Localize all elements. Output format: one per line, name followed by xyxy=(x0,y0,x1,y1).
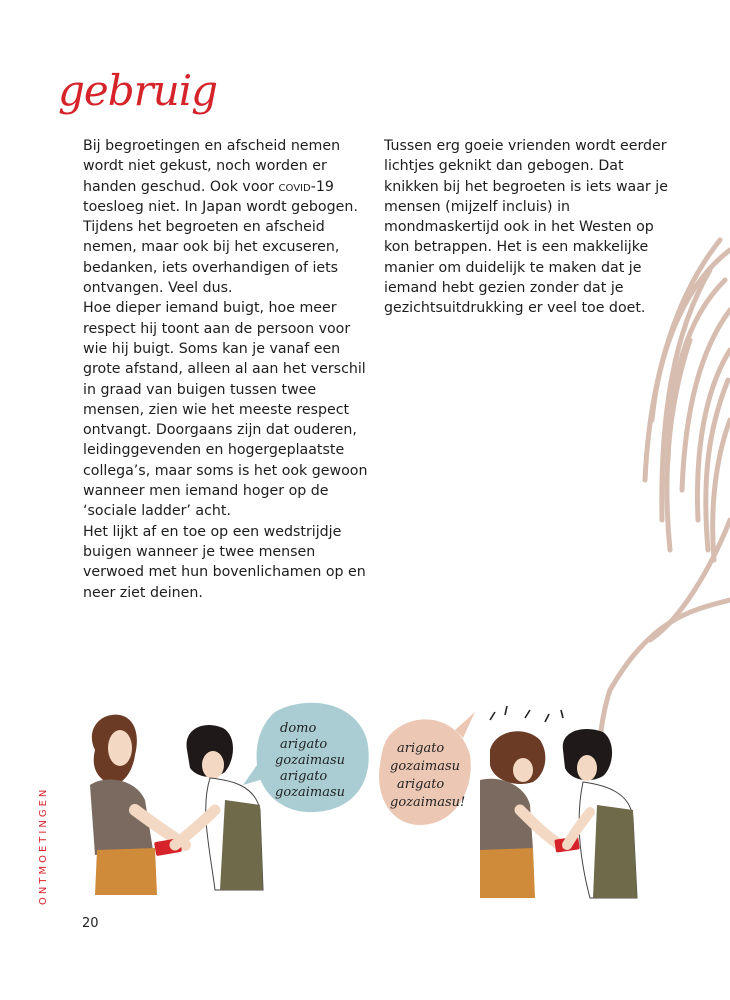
chapter-title: gebruig xyxy=(58,66,218,115)
speech-bubble-peach xyxy=(379,712,475,825)
woman-figure-4 xyxy=(563,729,637,898)
bubble-2-line-3: arigato xyxy=(397,777,445,792)
paragraph-3: Het lijkt af en toe op een wedstrijdje buigen wanneer je twee mensen verwoed met hun bovenlichamen op en neer ziet deinen. xyxy=(83,523,366,601)
bubble-1-line-3: gozaimasu xyxy=(275,753,346,768)
bowing-illustration-right xyxy=(375,700,675,900)
paragraph-1: Bij begroetingen en afscheid nemen wordt niet gekust, noch worden er handen geschud. Ook voor covid-19 toesloeg niet. In Japan wordt gebogen. Tijdens het begroeten en afscheid nemen, maar ook bij het excuseren, bedanken, iets overhandigen of iets ontvangen. Veel dus. xyxy=(83,138,358,297)
bubble-2-line-4: gozaimasu! xyxy=(390,795,466,810)
speech-bubble-blue xyxy=(243,703,369,812)
paragraph-2: Hoe dieper iemand buigt, hoe meer respect hij toont aan de persoon voor wie hij buigt. Soms kan je vanaf een grote afstand, alleen al aan het verschil in graad van buigen tussen twee mensen, zien wie het meeste respect ontvangt. Doorgaans zijn dat ouderen, leidinggevenden en hogergeplaatste collega’s, maar soms is het ook gewoon wanneer men iemand hoger op de ‘sociale ladder’ acht. xyxy=(83,300,368,520)
page-number: 20 xyxy=(82,916,99,931)
bubble-1-line-2: arigato xyxy=(280,737,328,752)
woman-figure-1 xyxy=(90,715,185,895)
woman-figure-2 xyxy=(175,725,263,890)
bubble-2-line-1: arigato xyxy=(397,741,445,756)
bowing-illustration-left xyxy=(75,690,375,900)
left-text-column xyxy=(83,136,373,603)
bubble-1-line-1: domo xyxy=(280,721,317,736)
bubble-1-line-5: gozaimasu xyxy=(275,785,346,800)
covid-small-caps: covid-19 xyxy=(278,178,334,195)
section-side-label: ONTMOETINGEN xyxy=(38,786,49,905)
bubble-1-line-4: arigato xyxy=(280,769,328,784)
woman-figure-3 xyxy=(480,731,560,898)
paragraph-right: Tussen erg goeie vrienden wordt eerder lichtjes geknikt dan gebogen. Dat knikken bij het begroeten is iets waar je mensen (mijzelf incluis) in mondmaskertijd ook in het Westen op kon betrappen. Het is een makkelijke manier om duidelijk te maken dat je iemand hebt gezien zonder dat je gezichtsuitdrukking er veel toe doet. xyxy=(384,138,668,317)
hair-sketch-illustration xyxy=(590,220,730,740)
bubble-2-line-2: gozaimasu xyxy=(390,759,461,774)
